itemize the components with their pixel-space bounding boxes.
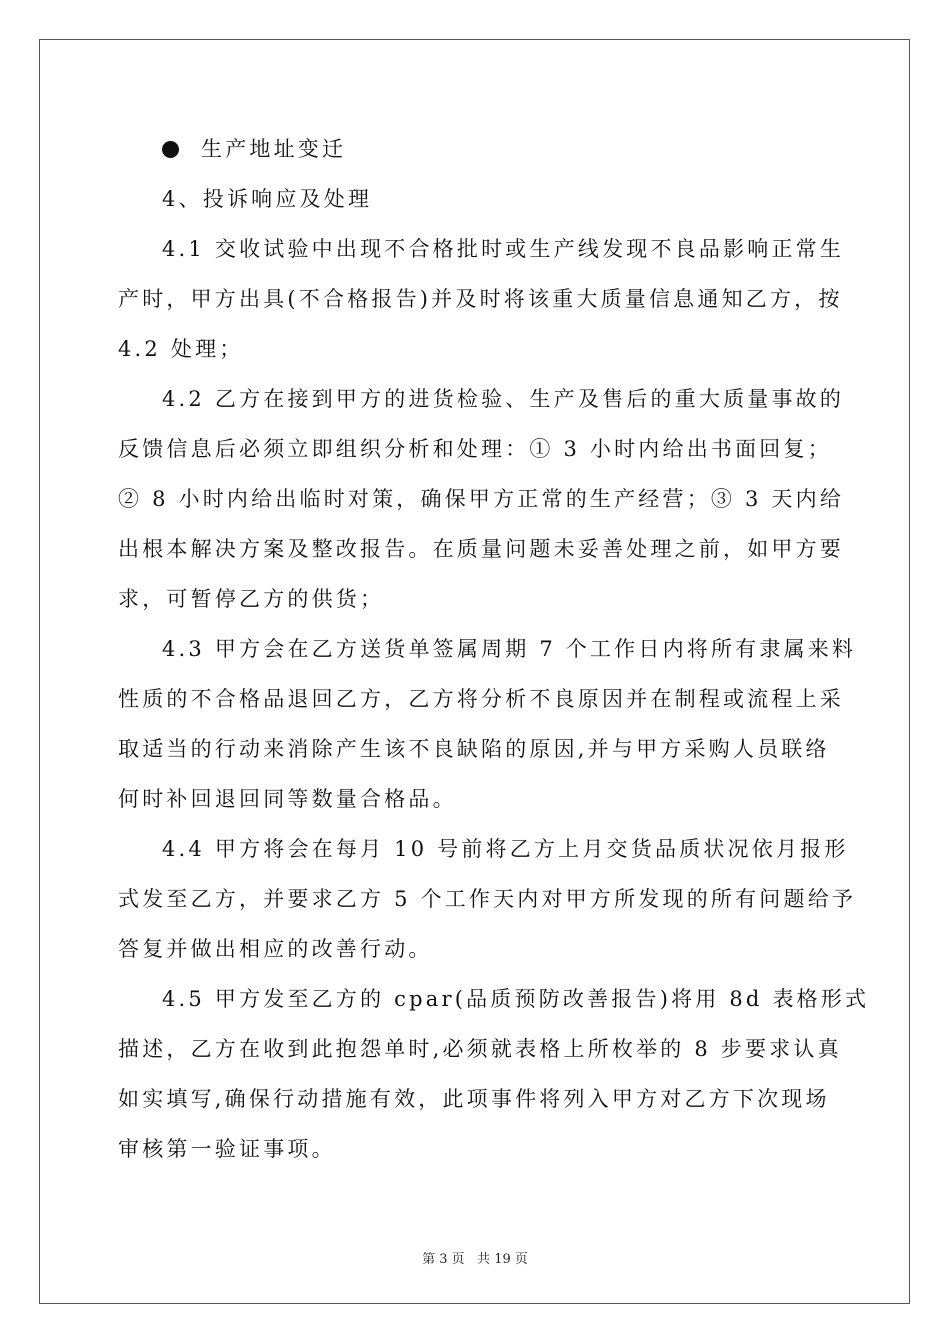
paragraph-line: 4.1 交收试验中出现不合格批时或生产线发现不良品影响正常生	[162, 237, 845, 261]
paragraph-line: 审核第一验证事项。	[118, 1137, 336, 1161]
paragraph-line: 4.5 甲方发至乙方的 cpar(品质预防改善报告)将用 8d 表格形式	[162, 987, 870, 1011]
paragraph-line: 4.2 处理；	[118, 337, 244, 361]
paragraph-4-3	[118, 624, 857, 824]
paragraph-line: 4.3 甲方会在乙方送货单签属周期 7 个工作日内将所有隶属来料	[162, 637, 857, 661]
paragraph-4-5	[118, 974, 870, 1174]
paragraph-line: ② 8 小时内给出临时对策，确保甲方正常的生产经营；③ 3 天内给	[118, 487, 845, 511]
paragraph-line: 式发至乙方，并要求乙方 5 个工作天内对甲方所发现的所有问题给予	[118, 887, 857, 911]
bullet-list-item	[118, 124, 834, 174]
paragraph-line: 产时，甲方出具(不合格报告)并及时将该重大质量信息通知乙方，按	[118, 287, 843, 311]
paragraph-line: 求，可暂停乙方的供货；	[118, 587, 385, 611]
bullet-item-text: 生产地址变迁	[201, 137, 347, 161]
paragraph-line: 描述，乙方在收到此抱怨单时,必须就表格上所枚举的 8 步要求认真	[118, 1037, 842, 1061]
paragraph-line: 4.4 甲方将会在每月 10 号前将乙方上月交货品质状况依月报形	[162, 837, 849, 861]
paragraph-line: 取适当的行动来消除产生该不良缺陷的原因,并与甲方采购人员联络	[118, 737, 830, 761]
paragraph-4-4	[118, 824, 857, 974]
document-body	[118, 124, 870, 1174]
paragraph-line: 反馈信息后必须立即组织分析和处理：① 3 小时内给出书面回复；	[118, 437, 832, 461]
paragraph-line: 性质的不合格品退回乙方，乙方将分析不良原因并在制程或流程上采	[118, 687, 844, 711]
section-heading: 4、投诉响应及处理	[162, 187, 373, 211]
paragraph-line: 何时补回退回同等数量合格品。	[118, 787, 457, 811]
paragraph-line: 出根本解决方案及整改报告。在质量问题未妥善处理之前，如甲方要	[118, 537, 844, 561]
paragraph-line: 如实填写,确保行动措施有效，此项事件将列入甲方对乙方下次现场	[118, 1087, 830, 1111]
page-number-footer: 第 3 页 共 19 页	[422, 1252, 528, 1267]
paragraph-line: 4.2 乙方在接到甲方的进货检验、生产及售后的重大质量事故的	[162, 387, 845, 411]
paragraph-line: 答复并做出相应的改善行动。	[118, 937, 433, 961]
paragraph-4-2	[118, 374, 845, 624]
bullet-dot-icon	[162, 141, 179, 158]
paragraph-4-1	[118, 224, 845, 374]
